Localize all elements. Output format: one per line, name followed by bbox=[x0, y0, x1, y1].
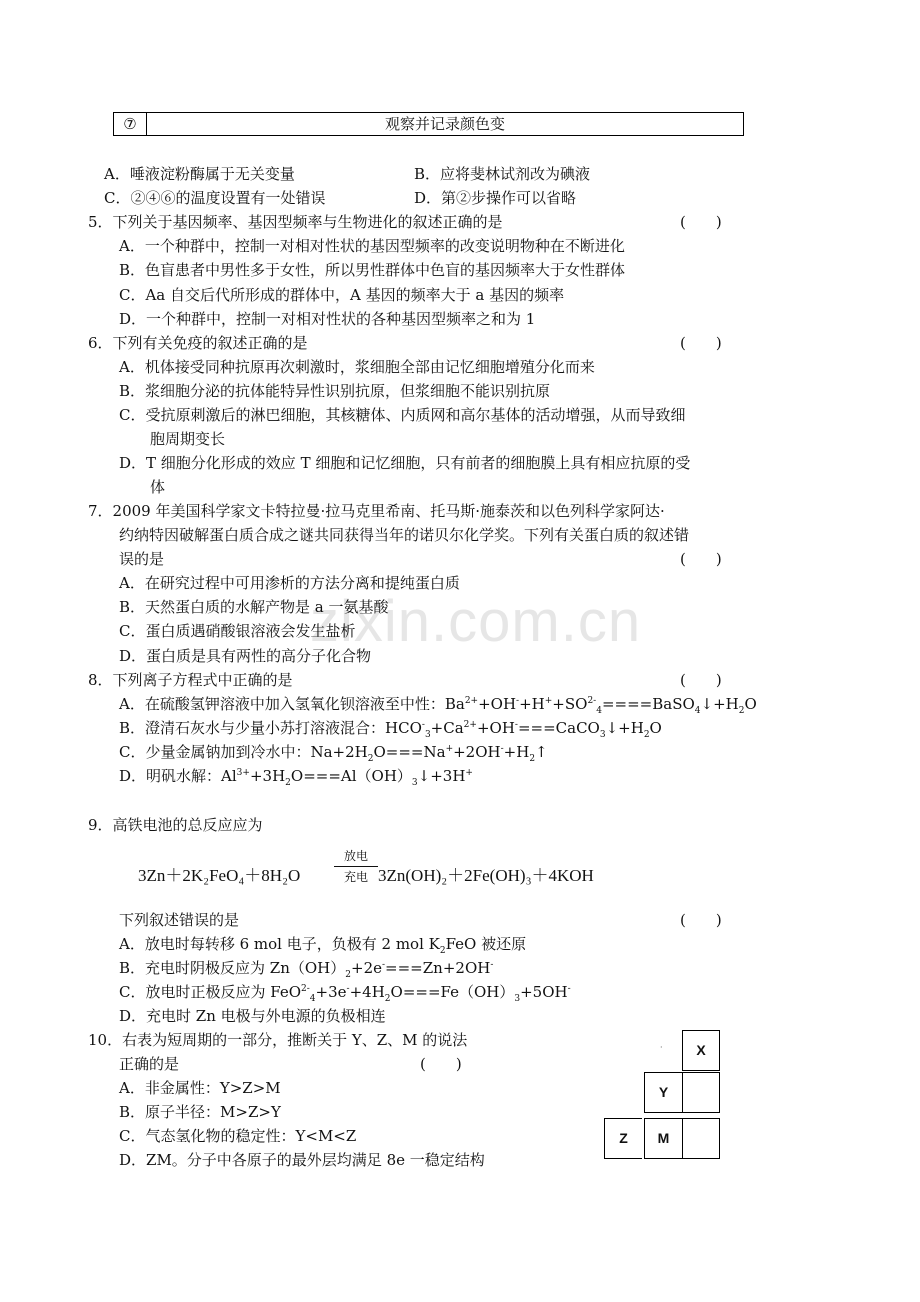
question-10-stem: 10．右表为短周期的一部分，推断关于 Y、Z、M 的说法 bbox=[88, 1031, 468, 1049]
option-d: D．明矾水解：$Al^{3+}+3H_2O===Al(OH)_3↓+3H^+$ bbox=[119, 767, 473, 788]
option-c: C．蛋白质遇硝酸银溶液会发生盐析 bbox=[119, 622, 356, 640]
answer-blank: ( ) bbox=[680, 550, 722, 568]
answer-blank: ( ) bbox=[680, 334, 722, 352]
option-a-text: A．在硫酸氢钾溶液中加入氢氧化钡溶液至中性：Ba bbox=[119, 695, 465, 713]
option-c: C．受抗原刺激后的淋巴细胞，其核糖体、内质网和高尔基体的活动增强，从而导致细 bbox=[119, 406, 686, 424]
option-b: B．澄清石灰水与少量小苏打溶液混合：$HCO^-_3+Ca^{2+}+OH^-===CaCO_3↓+H_2O$ bbox=[119, 719, 662, 740]
option-b: B．天然蛋白质的水解产物是 a 一氨基酸 bbox=[119, 598, 389, 616]
option-d: D．充电时 Zn 电极与外电源的负极相连 bbox=[119, 1007, 386, 1025]
option-a: A．机体接受同种抗原再次刺激时，浆细胞全部由记忆细胞增殖分化而来 bbox=[119, 358, 595, 376]
option-b: B．浆细胞分泌的抗体能特异性识别抗原，但浆细胞不能识别抗原 bbox=[119, 382, 551, 400]
equation-products: 3Zn(OH)₂＋2Fe(OH)₃＋4KOH bbox=[378, 866, 594, 885]
option-c-text: C．放电时正极反应为 FeO bbox=[119, 983, 302, 1001]
question-9-substem: 下列叙述错误的是 bbox=[119, 911, 240, 929]
option-b: B．应将斐林试剂改为碘液 bbox=[414, 165, 591, 183]
question-7-stem-line2: 约纳特因破解蛋白质合成之谜共同获得当年的诺贝尔化学奖。下列有关蛋白质的叙述错 bbox=[119, 526, 690, 544]
option-a: A．一个种群中，控制一对相对性状的基因型频率的改变说明物种在不断进化 bbox=[119, 237, 625, 255]
answer-blank: ( ) bbox=[680, 213, 722, 231]
option-c: C．少量金属钠加到冷水中：$Na+2H_2O===Na^++2OH^-+H_2↑$ bbox=[119, 743, 548, 764]
option-c: C．②④⑥的温度设置有一处错误 bbox=[104, 189, 326, 207]
answer-blank: ( ) bbox=[680, 671, 722, 689]
dot-mark: · bbox=[660, 1043, 663, 1052]
option-d-continued: 体 bbox=[150, 478, 166, 496]
option-d: D．第②步操作可以省略 bbox=[414, 189, 577, 207]
option-a: A．放电时每转移 6 mol 电子，负极有 2 mol $K_2FeO$ 被还原 bbox=[119, 935, 527, 956]
cell-y: Y bbox=[644, 1072, 682, 1113]
option-d: D．一个种群中，控制一对相对性状的各种基因型频率之和为 1 bbox=[119, 310, 536, 328]
equation-reactants: 3Zn＋2K₂FeO₄＋8H₂O bbox=[138, 866, 301, 885]
option-d: D．ZM。分子中各原子的最外层均满足 8e 一稳定结构 bbox=[119, 1151, 485, 1169]
reversible-arrow bbox=[334, 848, 378, 885]
question-8-stem: 8．下列离子方程式中正确的是 bbox=[88, 671, 293, 689]
option-a: A．非金属性：Y>Z>M bbox=[119, 1079, 281, 1097]
option-d: D．T 细胞分化形成的效应 T 细胞和记忆细胞，只有前者的细胞膜上具有相应抗原的受 bbox=[119, 454, 691, 472]
option-c: C．放电时正极反应为 $FeO^{2-}_4+3e^-+4H_2O===Fe(OH)_3+5OH^-$ bbox=[119, 983, 571, 1004]
question-10-stem-line2: 正确的是 bbox=[119, 1055, 180, 1073]
option-c-text: C．少量金属钠加到冷水中：Na+2H bbox=[119, 743, 368, 761]
option-d-text: D．明矾水解：Al bbox=[119, 767, 237, 785]
cell-empty bbox=[682, 1072, 720, 1113]
question-5-stem: 5．下列关于基因频率、基因型频率与生物进化的叙述正确的是 bbox=[88, 213, 503, 231]
cell-m: M bbox=[644, 1118, 682, 1159]
option-d: D．蛋白质是具有两性的高分子化合物 bbox=[119, 647, 372, 665]
cell-x: X bbox=[682, 1030, 720, 1071]
option-b-text: B．充电时阴极反应为 Zn（OH） bbox=[119, 959, 346, 977]
watermark: zixin.com.cn bbox=[310, 589, 642, 654]
question-6-stem: 6．下列有关免疫的叙述正确的是 bbox=[88, 334, 308, 352]
answer-blank: ( ) bbox=[420, 1055, 462, 1073]
step-text: 观察并记录颜色变 bbox=[384, 115, 505, 133]
option-b: B．充电时阴极反应为 $Zn(OH)_2+2e^-===Zn+2OH^-$ bbox=[119, 959, 494, 980]
option-a: A．在硫酸氢钾溶液中加入氢氧化钡溶液至中性：$Ba^{2+}+OH^-+H^++SO^{2-}_4====BaSO_4↓+H_2O$ bbox=[119, 695, 757, 716]
experiment-table-row bbox=[113, 112, 744, 136]
option-a-text: A．放电时每转移 6 mol 电子，负极有 2 mol K bbox=[119, 935, 440, 953]
option-a: A．唾液淀粉酶属于无关变量 bbox=[104, 165, 295, 183]
option-b: B．原子半径：M>Z>Y bbox=[119, 1103, 281, 1121]
question-7-stem-line3: 误的是 bbox=[119, 550, 165, 568]
charge-label: 充电 bbox=[343, 870, 368, 884]
option-c: C．Aa 自交后代所形成的群体中，A 基因的频率大于 a 基因的频率 bbox=[119, 286, 565, 304]
option-b: B．色盲患者中男性多于女性，所以男性群体中色盲的基因频率大于女性群体 bbox=[119, 261, 626, 279]
question-7-stem: 7．2009 年美国科学家文卡特拉曼·拉马克里希南、托马斯·施泰茨和以色列科学家阿达· bbox=[88, 502, 665, 520]
question-9-stem: 9．高铁电池的总反应应为 bbox=[88, 816, 263, 834]
cell-z: Z bbox=[604, 1118, 642, 1159]
option-b-text: B．澄清石灰水与少量小苏打溶液混合：HCO bbox=[119, 719, 422, 737]
step-number: ⑦ bbox=[114, 113, 147, 135]
answer-blank: ( ) bbox=[680, 911, 722, 929]
cell-empty bbox=[682, 1118, 720, 1159]
option-c: C．气态氢化物的稳定性：Y<M<Z bbox=[119, 1127, 357, 1145]
periodic-table-fragment bbox=[604, 1030, 721, 1160]
option-a: A．在研究过程中可用渗析的方法分离和提纯蛋白质 bbox=[119, 574, 460, 592]
discharge-label: 放电 bbox=[343, 849, 368, 863]
option-c-continued: 胞周期变长 bbox=[150, 430, 226, 448]
